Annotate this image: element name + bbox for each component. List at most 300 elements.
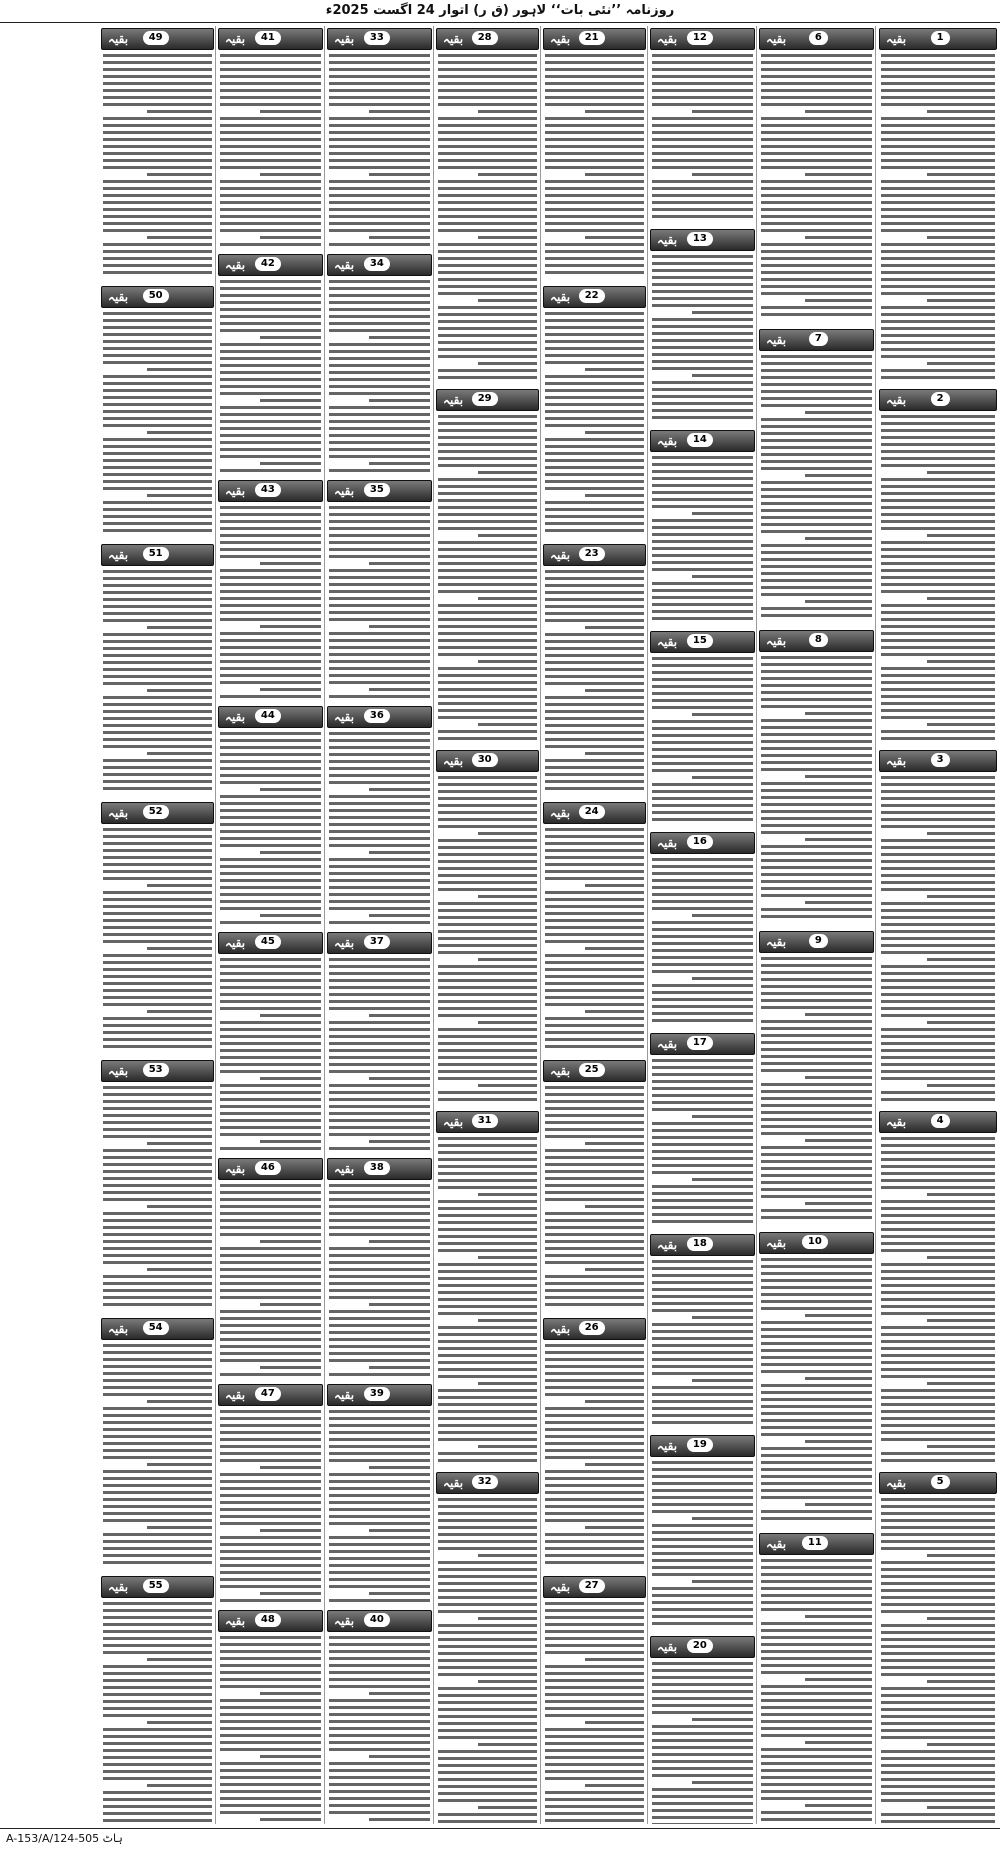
- text-line: [761, 915, 872, 918]
- text-line: [438, 369, 537, 372]
- article-text: [649, 1461, 756, 1625]
- text-line: [881, 61, 995, 64]
- text-line: [220, 1699, 321, 1702]
- text-line: [103, 954, 212, 957]
- text-line: [545, 1491, 644, 1494]
- text-line: [761, 1664, 872, 1667]
- text-line: [761, 1083, 872, 1086]
- text-line: [220, 1373, 321, 1376]
- text-line: [220, 1070, 321, 1073]
- text-line: [438, 341, 537, 344]
- text-line: [329, 809, 430, 812]
- continuation-badge: [218, 932, 323, 954]
- continuation-block: [326, 1384, 433, 1608]
- text-line: [545, 668, 644, 671]
- text-line: [103, 961, 212, 964]
- text-line: [545, 1763, 644, 1766]
- text-line: [545, 633, 644, 636]
- text-line: [545, 1177, 644, 1180]
- text-line: [881, 1151, 995, 1154]
- text-line: [881, 1056, 995, 1059]
- text-line: [220, 1790, 321, 1793]
- text-line: [438, 145, 537, 148]
- text-line: [761, 1160, 872, 1163]
- text-line: [585, 752, 644, 755]
- text-line: [585, 1142, 644, 1145]
- text-line: [545, 417, 644, 420]
- text-line: [369, 1755, 430, 1758]
- text-line: [761, 1265, 872, 1268]
- text-line: [761, 1209, 872, 1212]
- text-line: [927, 110, 995, 113]
- continuation-badge: [101, 1576, 214, 1598]
- text-line: [329, 68, 430, 71]
- text-line: [545, 312, 644, 315]
- text-line: [881, 839, 995, 842]
- text-line: [478, 299, 537, 302]
- text-line: [881, 1459, 995, 1462]
- text-line: [545, 870, 644, 873]
- continuation-block: [878, 389, 998, 748]
- text-line: [652, 1496, 753, 1499]
- text-line: [438, 1722, 537, 1725]
- badge-label: بقیہ: [225, 32, 246, 46]
- continuation-badge: [879, 750, 997, 772]
- text-line: [881, 1512, 995, 1515]
- text-line: [652, 1823, 753, 1824]
- text-line: [438, 737, 537, 740]
- text-line: [652, 470, 753, 473]
- continuation-block: [326, 1610, 433, 1824]
- text-line: [329, 1000, 430, 1003]
- badge-number: 29: [472, 392, 498, 406]
- text-line: [478, 1193, 537, 1196]
- text-line: [761, 1041, 872, 1044]
- text-line: [438, 355, 537, 358]
- text-line: [545, 982, 644, 985]
- text-line: [438, 1042, 537, 1045]
- text-line: [220, 243, 321, 246]
- text-line: [881, 1582, 995, 1585]
- badge-number: 7: [809, 332, 828, 346]
- text-line: [438, 334, 537, 337]
- text-line: [881, 1340, 995, 1343]
- text-line: [220, 767, 321, 770]
- text-line: [438, 604, 537, 607]
- text-line: [438, 1235, 537, 1238]
- text-line: [692, 1781, 753, 1784]
- text-line: [329, 315, 430, 318]
- text-line: [329, 329, 430, 332]
- text-line: [369, 1592, 430, 1595]
- badge-number: 11: [802, 1536, 828, 1550]
- text-line: [438, 618, 537, 621]
- text-line: [438, 180, 537, 183]
- text-line: [329, 1536, 430, 1539]
- text-line: [927, 471, 995, 474]
- text-line: [329, 1254, 430, 1257]
- text-line: [881, 1736, 995, 1739]
- badge-number: 13: [687, 232, 713, 246]
- text-line: [881, 422, 995, 425]
- text-line: [220, 1543, 321, 1546]
- text-line: [652, 1220, 753, 1223]
- badge-number: 54: [143, 1321, 169, 1335]
- text-line: [881, 1403, 995, 1406]
- text-line: [881, 1547, 995, 1550]
- text-line: [545, 961, 644, 964]
- text-line: [881, 1298, 995, 1301]
- text-line: [329, 1459, 430, 1462]
- article-text: [100, 1602, 215, 1822]
- badge-label: بقیہ: [766, 333, 787, 347]
- text-line: [329, 1091, 430, 1094]
- text-line: [545, 354, 644, 357]
- text-line: [220, 1727, 321, 1730]
- text-line: [761, 1496, 872, 1499]
- text-line: [545, 1644, 644, 1647]
- text-line: [545, 410, 644, 413]
- text-line: [438, 590, 537, 593]
- text-line: [881, 618, 995, 621]
- text-line: [369, 625, 430, 628]
- text-line: [881, 1165, 995, 1168]
- text-line: [545, 1798, 644, 1801]
- text-line: [761, 1328, 872, 1331]
- text-line: [545, 1449, 644, 1452]
- text-line: [881, 548, 995, 551]
- text-line: [220, 921, 321, 924]
- text-line: [438, 1631, 537, 1634]
- text-line: [805, 537, 872, 540]
- text-line: [881, 867, 995, 870]
- text-line: [881, 499, 995, 502]
- text-line: [545, 480, 644, 483]
- text-line: [260, 1366, 321, 1369]
- text-line: [103, 1212, 212, 1215]
- text-line: [652, 463, 753, 466]
- text-line: [220, 1748, 321, 1751]
- text-line: [881, 313, 995, 316]
- text-line: [329, 82, 430, 85]
- text-line: [220, 1119, 321, 1122]
- text-line: [438, 1228, 537, 1231]
- text-line: [438, 783, 537, 786]
- text-line: [329, 893, 430, 896]
- text-line: [103, 1351, 212, 1354]
- text-line: [478, 1617, 537, 1620]
- text-line: [545, 1086, 644, 1089]
- continuation-block: [758, 28, 875, 327]
- text-line: [329, 138, 430, 141]
- text-line: [438, 541, 537, 544]
- badge-label: بقیہ: [657, 1238, 678, 1252]
- text-line: [438, 1438, 537, 1441]
- badge-label: بقیہ: [886, 32, 907, 46]
- text-line: [881, 1221, 995, 1224]
- text-line: [881, 1505, 995, 1508]
- text-line: [805, 411, 872, 414]
- text-line: [220, 159, 321, 162]
- text-line: [103, 264, 212, 267]
- text-line: [652, 505, 753, 508]
- text-line: [329, 1487, 430, 1490]
- text-line: [220, 1741, 321, 1744]
- text-line: [329, 1664, 430, 1667]
- text-line: [652, 1059, 753, 1062]
- continuation-badge: [327, 706, 432, 728]
- text-line: [438, 1673, 537, 1676]
- text-line: [103, 1442, 212, 1445]
- text-line: [103, 194, 212, 197]
- text-line: [103, 612, 212, 615]
- continuation-badge: [218, 1384, 323, 1406]
- text-line: [220, 611, 321, 614]
- text-line: [438, 1000, 537, 1003]
- text-line: [761, 152, 872, 155]
- text-line: [652, 589, 753, 592]
- text-line: [545, 487, 644, 490]
- text-line: [881, 257, 995, 260]
- text-line: [761, 579, 872, 582]
- text-line: [329, 1282, 430, 1285]
- text-line: [585, 1784, 644, 1787]
- text-line: [220, 152, 321, 155]
- text-line: [220, 222, 321, 225]
- text-line: [545, 1442, 644, 1445]
- text-line: [103, 361, 212, 364]
- text-line: [652, 893, 753, 896]
- text-line: [329, 972, 430, 975]
- text-line: [545, 1407, 644, 1410]
- text-line: [220, 1317, 321, 1320]
- text-line: [545, 103, 644, 106]
- text-line: [220, 1522, 321, 1525]
- text-line: [881, 1200, 995, 1203]
- text-line: [329, 301, 430, 304]
- text-line: [545, 1637, 644, 1640]
- text-line: [881, 562, 995, 565]
- text-line: [652, 124, 753, 127]
- text-line: [438, 986, 537, 989]
- text-line: [881, 1396, 995, 1399]
- text-line: [103, 131, 212, 134]
- text-line: [545, 466, 644, 469]
- text-line: [329, 1480, 430, 1483]
- text-line: [220, 385, 321, 388]
- text-line: [761, 768, 872, 771]
- text-line: [220, 1494, 321, 1497]
- text-line: [438, 1715, 537, 1718]
- text-line: [761, 1566, 872, 1569]
- text-line: [220, 753, 321, 756]
- text-line: [881, 222, 995, 225]
- text-line: [103, 208, 212, 211]
- text-line: [545, 333, 644, 336]
- text-line: [652, 1489, 753, 1492]
- text-line: [805, 1678, 872, 1681]
- text-line: [438, 548, 537, 551]
- text-line: [438, 499, 537, 502]
- column-1: [878, 26, 998, 1824]
- text-line: [545, 926, 644, 929]
- badge-number: 48: [255, 1613, 281, 1627]
- text-line: [103, 1547, 212, 1550]
- text-line: [103, 577, 212, 580]
- text-line: [761, 1685, 872, 1688]
- text-line: [881, 1673, 995, 1676]
- text-line: [652, 290, 753, 293]
- text-line: [761, 306, 872, 309]
- article-text: [542, 828, 647, 1048]
- continuation-badge: [759, 931, 874, 953]
- text-line: [545, 1428, 644, 1431]
- text-line: [103, 438, 212, 441]
- text-line: [220, 1501, 321, 1504]
- article-text: [878, 1498, 998, 1823]
- text-line: [438, 1561, 537, 1564]
- text-line: [805, 110, 872, 113]
- text-line: [761, 887, 872, 890]
- text-line: [220, 1084, 321, 1087]
- text-line: [260, 562, 321, 565]
- continuation-badge: [543, 1576, 646, 1598]
- badge-label: بقیہ: [225, 1388, 246, 1402]
- text-line: [881, 1137, 995, 1140]
- text-line: [545, 396, 644, 399]
- text-line: [329, 420, 430, 423]
- text-line: [545, 675, 644, 678]
- text-line: [220, 1783, 321, 1786]
- text-line: [927, 895, 995, 898]
- text-line: [220, 180, 321, 183]
- text-line: [220, 1352, 321, 1355]
- text-line: [761, 999, 872, 1002]
- text-line: [545, 1700, 644, 1703]
- text-line: [761, 985, 872, 988]
- text-line: [881, 667, 995, 670]
- text-line: [761, 229, 872, 232]
- badge-label: بقیہ: [443, 1115, 464, 1129]
- text-line: [220, 1035, 321, 1038]
- text-line: [329, 639, 430, 642]
- text-line: [761, 1307, 872, 1310]
- continuation-block: [542, 1318, 647, 1574]
- text-line: [103, 333, 212, 336]
- text-line: [652, 1725, 753, 1728]
- badge-number: 28: [472, 31, 498, 45]
- text-line: [761, 1517, 872, 1520]
- text-line: [329, 1438, 430, 1441]
- article-text: [878, 776, 998, 1101]
- text-line: [927, 1445, 995, 1448]
- text-line: [438, 646, 537, 649]
- badge-label: بقیہ: [886, 754, 907, 768]
- text-line: [545, 180, 644, 183]
- continuation-block: [649, 1033, 756, 1232]
- text-line: [329, 879, 430, 882]
- text-line: [545, 1393, 644, 1396]
- text-line: [103, 1184, 212, 1187]
- text-line: [329, 152, 430, 155]
- text-line: [881, 159, 995, 162]
- text-line: [220, 653, 321, 656]
- text-line: [545, 459, 644, 462]
- text-line: [761, 495, 872, 498]
- continuation-block: [649, 1636, 756, 1824]
- text-line: [545, 264, 644, 267]
- text-line: [652, 942, 753, 945]
- text-line: [220, 900, 321, 903]
- article-text: [217, 280, 324, 472]
- text-line: [652, 1482, 753, 1485]
- text-line: [329, 865, 430, 868]
- text-line: [761, 208, 872, 211]
- continuation-block: [542, 1576, 647, 1824]
- text-line: [761, 1510, 872, 1513]
- text-line: [761, 117, 872, 120]
- text-line: [652, 790, 753, 793]
- text-line: [220, 378, 321, 381]
- text-line: [329, 1205, 430, 1208]
- text-line: [761, 677, 872, 680]
- text-line: [329, 674, 430, 677]
- text-line: [652, 1676, 753, 1679]
- continuation-badge: [650, 631, 755, 653]
- text-line: [438, 429, 537, 432]
- text-line: [438, 1172, 537, 1175]
- text-line: [761, 733, 872, 736]
- text-line: [761, 383, 872, 386]
- text-line: [329, 371, 430, 374]
- badge-label: بقیہ: [334, 484, 355, 498]
- continuation-badge: [327, 932, 432, 954]
- text-line: [652, 152, 753, 155]
- text-line: [329, 350, 430, 353]
- text-line: [652, 1288, 753, 1291]
- text-line: [545, 508, 644, 511]
- text-line: [805, 712, 872, 715]
- text-line: [329, 1352, 430, 1355]
- text-line: [103, 1456, 212, 1459]
- text-line: [545, 919, 644, 922]
- text-line: [329, 1233, 430, 1236]
- text-line: [103, 501, 212, 504]
- badge-number: 35: [364, 483, 390, 497]
- text-line: [220, 1515, 321, 1518]
- text-line: [761, 285, 872, 288]
- text-line: [545, 1254, 644, 1257]
- text-line: [220, 879, 321, 882]
- text-line: [761, 1783, 872, 1786]
- text-line: [329, 1762, 430, 1765]
- text-line: [103, 1198, 212, 1201]
- text-line: [545, 724, 644, 727]
- continuation-badge: [101, 286, 214, 308]
- text-line: [652, 921, 753, 924]
- badge-number: 3: [931, 753, 950, 767]
- text-line: [260, 1755, 321, 1758]
- text-line: [438, 1764, 537, 1767]
- column-5: [435, 26, 541, 1824]
- text-line: [761, 1762, 872, 1765]
- text-line: [220, 1720, 321, 1723]
- badge-number: 40: [364, 1613, 390, 1627]
- text-line: [438, 839, 537, 842]
- continuation-block: [100, 1576, 215, 1824]
- text-line: [761, 131, 872, 134]
- text-line: [147, 1721, 212, 1724]
